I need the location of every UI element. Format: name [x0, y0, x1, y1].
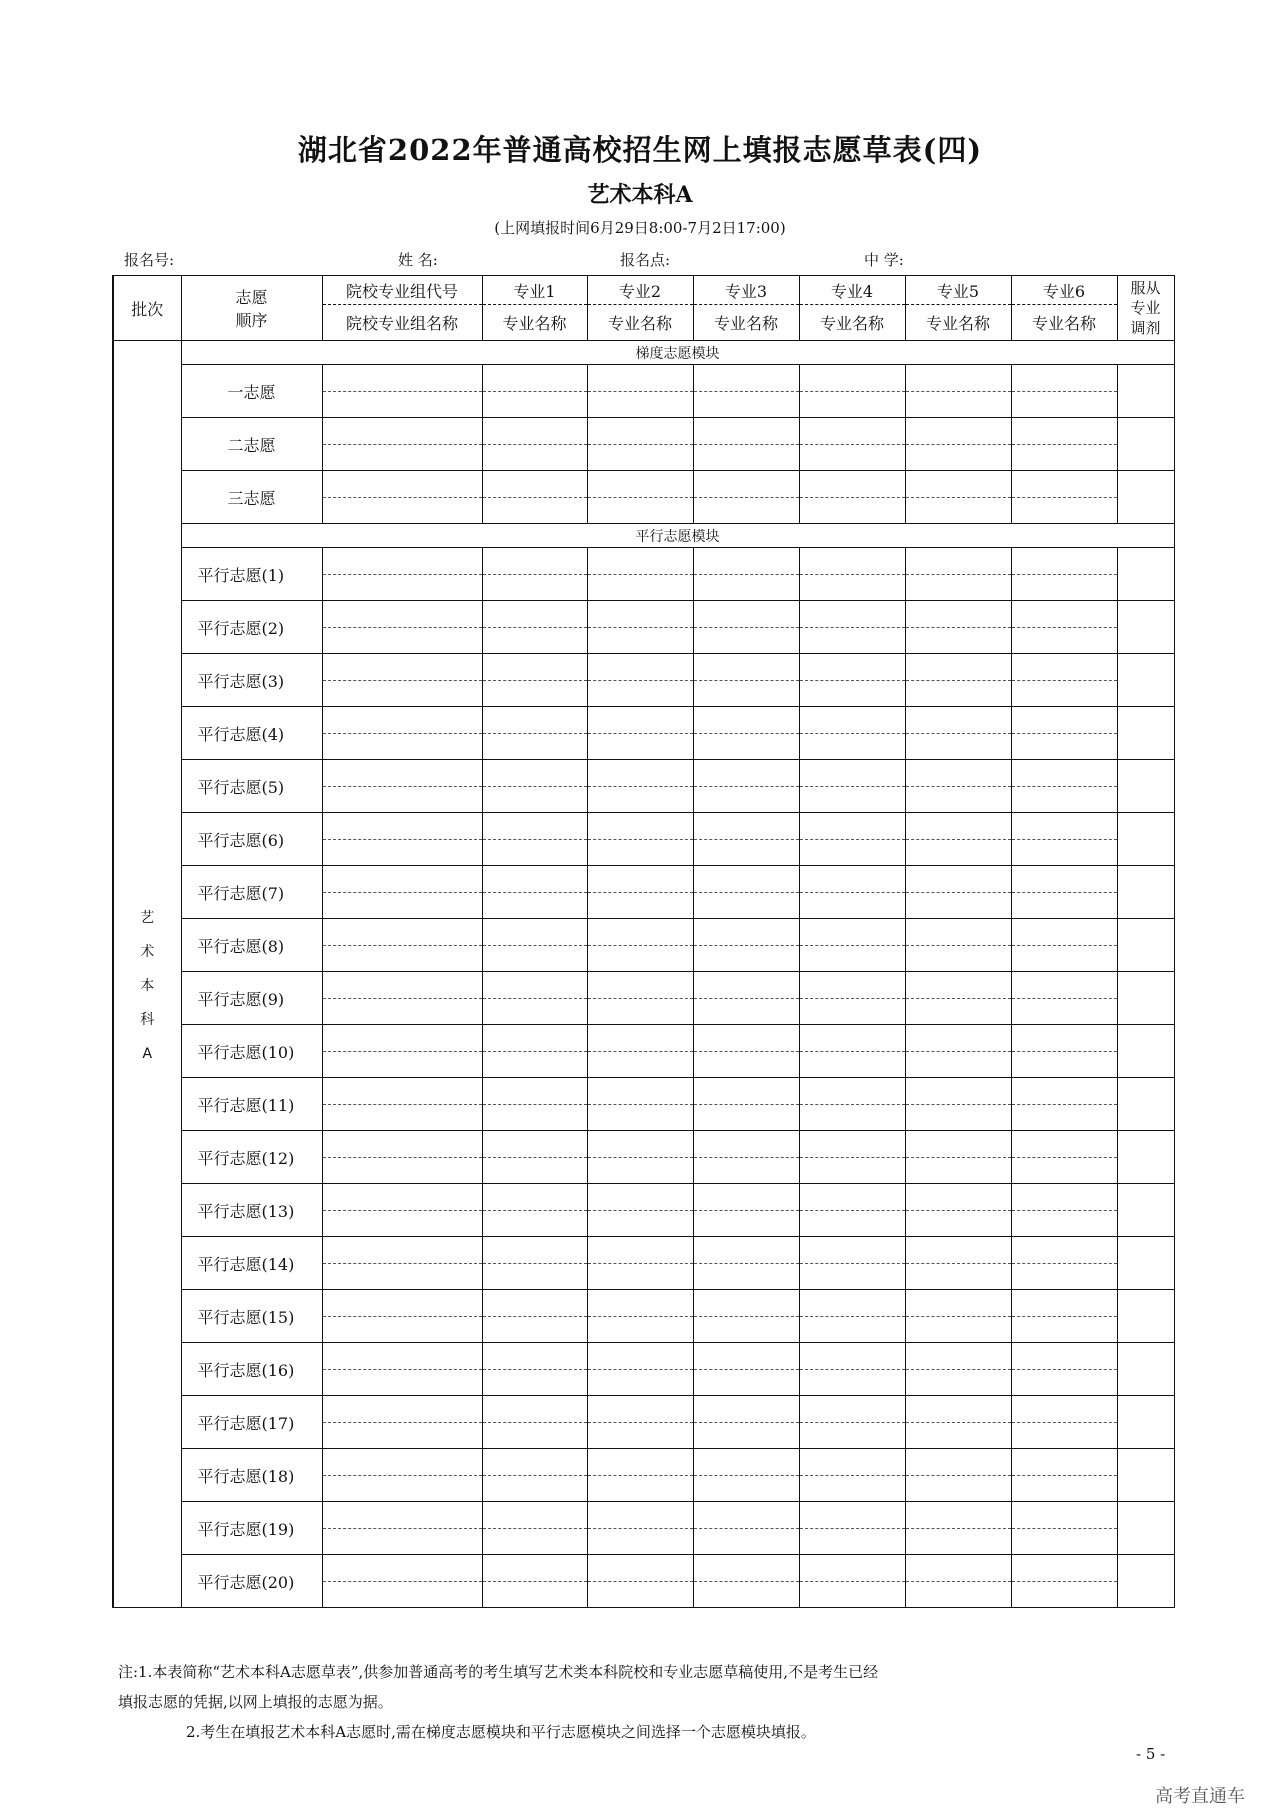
major-entry-cell[interactable] [905, 1131, 1011, 1184]
major-entry-cell[interactable] [693, 654, 799, 707]
major-entry-cell[interactable] [693, 418, 799, 471]
notes [118, 1657, 1178, 1747]
group-entry-cell[interactable] [322, 601, 482, 654]
major-entry-cell[interactable] [799, 601, 905, 654]
major-entry-cell[interactable] [905, 1343, 1011, 1396]
table-row [113, 866, 1174, 919]
parallel-row-label: 平行志愿(18) [181, 1449, 322, 1502]
group-entry-cell[interactable] [322, 1449, 482, 1502]
major-entry-cell[interactable] [799, 972, 905, 1025]
group-entry-cell[interactable] [322, 418, 482, 471]
major-entry-cell[interactable] [587, 471, 693, 524]
major-entry-cell[interactable] [587, 1396, 693, 1449]
group-entry-cell[interactable] [322, 1396, 482, 1449]
adjust-entry-cell[interactable] [1117, 866, 1174, 919]
major-entry-cell[interactable] [1011, 1025, 1117, 1078]
major-entry-cell[interactable] [693, 1131, 799, 1184]
group-entry-cell[interactable] [322, 707, 482, 760]
group-entry-cell[interactable] [322, 972, 482, 1025]
major-entry-cell[interactable] [482, 760, 587, 813]
major-entry-cell[interactable] [1011, 548, 1117, 601]
major-entry-cell[interactable] [693, 1343, 799, 1396]
major-6-header: 专业6 [1011, 276, 1117, 305]
major-entry-cell[interactable] [482, 1449, 587, 1502]
parallel-row-label: 平行志愿(5) [181, 760, 322, 813]
major-entry-cell[interactable] [799, 654, 905, 707]
batch-char: 术 [140, 944, 155, 960]
major-entry-cell[interactable] [693, 1237, 799, 1290]
major-entry-cell[interactable] [482, 1237, 587, 1290]
major-entry-cell[interactable] [905, 471, 1011, 524]
major-entry-cell[interactable] [1011, 813, 1117, 866]
group-entry-cell[interactable] [322, 1025, 482, 1078]
batch-char: A [142, 1046, 153, 1062]
major-entry-cell[interactable] [1011, 654, 1117, 707]
major-entry-cell[interactable] [482, 418, 587, 471]
major-entry-cell[interactable] [799, 1396, 905, 1449]
major-entry-cell[interactable] [905, 866, 1011, 919]
major-entry-cell[interactable] [482, 1184, 587, 1237]
batch-name-cell [113, 341, 181, 1608]
major-entry-cell[interactable] [905, 654, 1011, 707]
major-entry-cell[interactable] [905, 1502, 1011, 1555]
major-entry-cell[interactable] [1011, 1184, 1117, 1237]
table-row [113, 1184, 1174, 1237]
adjust-entry-cell[interactable] [1117, 471, 1174, 524]
major-entry-cell[interactable] [587, 365, 693, 418]
adjust-entry-cell[interactable] [1117, 1396, 1174, 1449]
group-entry-cell[interactable] [322, 813, 482, 866]
group-entry-cell[interactable] [322, 1502, 482, 1555]
note-1-line-2: 填报志愿的凭据,以网上填报的志愿为据。 [118, 1693, 393, 1711]
adjust-header [1117, 276, 1174, 341]
table-row [113, 1290, 1174, 1343]
major-entry-cell[interactable] [482, 1131, 587, 1184]
major-entry-cell[interactable] [693, 1502, 799, 1555]
table-row [113, 1555, 1174, 1608]
major-entry-cell[interactable] [799, 1184, 905, 1237]
adjust-entry-cell[interactable] [1117, 548, 1174, 601]
major-entry-cell[interactable] [905, 760, 1011, 813]
group-entry-cell[interactable] [322, 1237, 482, 1290]
major-entry-cell[interactable] [482, 707, 587, 760]
table-row [113, 365, 1174, 418]
major-entry-cell[interactable] [799, 365, 905, 418]
major-name-header: 专业名称 [482, 305, 587, 341]
group-entry-cell[interactable] [322, 1290, 482, 1343]
major-entry-cell[interactable] [1011, 760, 1117, 813]
order-header-line-2: 顺序 [235, 311, 268, 330]
major-entry-cell[interactable] [587, 418, 693, 471]
table-row [113, 471, 1174, 524]
table-row [113, 1131, 1174, 1184]
major-entry-cell[interactable] [905, 919, 1011, 972]
major-entry-cell[interactable] [799, 1237, 905, 1290]
parallel-row-label: 平行志愿(10) [181, 1025, 322, 1078]
major-entry-cell[interactable] [482, 548, 587, 601]
adjust-entry-cell[interactable] [1117, 707, 1174, 760]
table-row [113, 418, 1174, 471]
major-entry-cell[interactable] [482, 972, 587, 1025]
major-entry-cell[interactable] [1011, 972, 1117, 1025]
group-entry-cell[interactable] [322, 654, 482, 707]
order-header [181, 276, 322, 341]
major-entry-cell[interactable] [482, 1343, 587, 1396]
major-entry-cell[interactable] [1011, 1555, 1117, 1608]
major-entry-cell[interactable] [587, 866, 693, 919]
major-entry-cell[interactable] [482, 654, 587, 707]
school-label: 中 学: [864, 251, 904, 269]
parallel-row-label: 平行志愿(9) [181, 972, 322, 1025]
adjust-entry-cell[interactable] [1117, 1555, 1174, 1608]
major-entry-cell[interactable] [1011, 1396, 1117, 1449]
batch-char: 艺 [140, 910, 155, 926]
major-entry-cell[interactable] [799, 813, 905, 866]
gradient-module-header: 梯度志愿模块 [181, 341, 1174, 365]
major-entry-cell[interactable] [1011, 1343, 1117, 1396]
table-row [113, 1237, 1174, 1290]
major-entry-cell[interactable] [693, 1449, 799, 1502]
applicant-info-row [0, 249, 1280, 269]
adjust-entry-cell[interactable] [1117, 1184, 1174, 1237]
table-row [113, 654, 1174, 707]
group-entry-cell[interactable] [322, 1131, 482, 1184]
major-entry-cell[interactable] [905, 1237, 1011, 1290]
major-entry-cell[interactable] [1011, 1131, 1117, 1184]
batch-header: 批次 [113, 276, 181, 341]
major-entry-cell[interactable] [587, 601, 693, 654]
major-entry-cell[interactable] [799, 471, 905, 524]
name-label: 姓 名: [398, 251, 438, 269]
major-entry-cell[interactable] [905, 813, 1011, 866]
major-entry-cell[interactable] [905, 707, 1011, 760]
major-entry-cell[interactable] [587, 760, 693, 813]
adjust-entry-cell[interactable] [1117, 365, 1174, 418]
major-entry-cell[interactable] [1011, 1237, 1117, 1290]
major-entry-cell[interactable] [587, 548, 693, 601]
parallel-row-label: 平行志愿(17) [181, 1396, 322, 1449]
table-row [113, 1343, 1174, 1396]
adjust-entry-cell[interactable] [1117, 1449, 1174, 1502]
adjust-entry-cell[interactable] [1117, 813, 1174, 866]
major-entry-cell[interactable] [482, 866, 587, 919]
parallel-row-label: 平行志愿(7) [181, 866, 322, 919]
table-row [113, 1449, 1174, 1502]
parallel-module-header: 平行志愿模块 [181, 524, 1174, 548]
group-entry-cell[interactable] [322, 365, 482, 418]
parallel-row-label: 平行志愿(8) [181, 919, 322, 972]
major-entry-cell[interactable] [693, 866, 799, 919]
major-entry-cell[interactable] [905, 548, 1011, 601]
major-name-header: 专业名称 [799, 305, 905, 341]
major-entry-cell[interactable] [587, 1078, 693, 1131]
adjust-entry-cell[interactable] [1117, 418, 1174, 471]
page-number: - 5 - [1136, 1745, 1166, 1763]
major-entry-cell[interactable] [693, 471, 799, 524]
major-entry-cell[interactable] [1011, 1290, 1117, 1343]
adjust-entry-cell[interactable] [1117, 654, 1174, 707]
major-entry-cell[interactable] [482, 1555, 587, 1608]
major-entry-cell[interactable] [693, 972, 799, 1025]
major-entry-cell[interactable] [482, 1502, 587, 1555]
major-entry-cell[interactable] [1011, 418, 1117, 471]
parallel-row-label: 平行志愿(19) [181, 1502, 322, 1555]
group-name-header: 院校专业组名称 [322, 305, 482, 341]
parallel-row-label: 平行志愿(12) [181, 1131, 322, 1184]
major-entry-cell[interactable] [799, 1343, 905, 1396]
page-title: 湖北省2022年普通高校招生网上填报志愿草表(四) [297, 133, 983, 167]
major-entry-cell[interactable] [482, 1290, 587, 1343]
application-form-table [112, 275, 1175, 1608]
major-5-header: 专业5 [905, 276, 1011, 305]
table-row [113, 919, 1174, 972]
major-entry-cell[interactable] [482, 601, 587, 654]
major-entry-cell[interactable] [587, 1025, 693, 1078]
page-subtitle: 艺术本科A [587, 182, 693, 208]
major-entry-cell[interactable] [799, 1555, 905, 1608]
major-entry-cell[interactable] [587, 1449, 693, 1502]
table-row [113, 760, 1174, 813]
parallel-row-label: 平行志愿(1) [181, 548, 322, 601]
major-entry-cell[interactable] [1011, 1078, 1117, 1131]
site-label: 报名点: [620, 251, 671, 269]
parallel-row-label: 平行志愿(6) [181, 813, 322, 866]
major-entry-cell[interactable] [1011, 601, 1117, 654]
gradient-row-label: 三志愿 [181, 471, 322, 524]
table-row [113, 1025, 1174, 1078]
major-entry-cell[interactable] [799, 866, 905, 919]
major-name-header: 专业名称 [693, 305, 799, 341]
major-entry-cell[interactable] [905, 1184, 1011, 1237]
major-entry-cell[interactable] [587, 1290, 693, 1343]
parallel-row-label: 平行志愿(20) [181, 1555, 322, 1608]
major-entry-cell[interactable] [693, 548, 799, 601]
major-entry-cell[interactable] [799, 418, 905, 471]
major-entry-cell[interactable] [482, 471, 587, 524]
major-entry-cell[interactable] [1011, 1449, 1117, 1502]
major-entry-cell[interactable] [1011, 471, 1117, 524]
major-entry-cell[interactable] [587, 707, 693, 760]
adjust-entry-cell[interactable] [1117, 1078, 1174, 1131]
major-entry-cell[interactable] [482, 365, 587, 418]
major-entry-cell[interactable] [693, 1184, 799, 1237]
major-entry-cell[interactable] [1011, 707, 1117, 760]
major-entry-cell[interactable] [693, 813, 799, 866]
major-entry-cell[interactable] [587, 1343, 693, 1396]
parallel-row-label: 平行志愿(11) [181, 1078, 322, 1131]
table-row [113, 813, 1174, 866]
table-row [113, 1396, 1174, 1449]
major-entry-cell[interactable] [905, 1555, 1011, 1608]
major-entry-cell[interactable] [905, 1078, 1011, 1131]
major-entry-cell[interactable] [587, 1555, 693, 1608]
note-2: 2.考生在填报艺术本科A志愿时,需在梯度志愿模块和平行志愿模块之间选择一个志愿模块填报。 [186, 1723, 816, 1741]
adjust-entry-cell[interactable] [1117, 1025, 1174, 1078]
major-entry-cell[interactable] [693, 1078, 799, 1131]
major-entry-cell[interactable] [799, 548, 905, 601]
table-row [113, 707, 1174, 760]
adjust-entry-cell[interactable] [1117, 919, 1174, 972]
major-entry-cell[interactable] [693, 1555, 799, 1608]
major-entry-cell[interactable] [905, 418, 1011, 471]
major-2-header: 专业2 [587, 276, 693, 305]
major-entry-cell[interactable] [1011, 866, 1117, 919]
major-entry-cell[interactable] [482, 813, 587, 866]
adjust-entry-cell[interactable] [1117, 601, 1174, 654]
batch-char: 科 [140, 1012, 155, 1028]
gradient-row-label: 二志愿 [181, 418, 322, 471]
table-row [113, 1078, 1174, 1131]
major-entry-cell[interactable] [587, 919, 693, 972]
major-entry-cell[interactable] [693, 707, 799, 760]
major-entry-cell[interactable] [587, 813, 693, 866]
major-entry-cell[interactable] [693, 760, 799, 813]
registration-no-label: 报名号: [124, 251, 175, 269]
major-entry-cell[interactable] [587, 1131, 693, 1184]
parallel-row-label: 平行志愿(2) [181, 601, 322, 654]
group-entry-cell[interactable] [322, 1078, 482, 1131]
parallel-row-label: 平行志愿(4) [181, 707, 322, 760]
major-entry-cell[interactable] [905, 601, 1011, 654]
order-header-line-1: 志愿 [235, 288, 268, 307]
major-entry-cell[interactable] [799, 1025, 905, 1078]
filing-time-note: (上网填报时间6月29日8:00-7月2日17:00) [494, 219, 786, 237]
adjust-entry-cell[interactable] [1117, 1290, 1174, 1343]
major-entry-cell[interactable] [482, 919, 587, 972]
major-entry-cell[interactable] [693, 919, 799, 972]
note-1-line-1: 注:1.本表简称“艺术本科A志愿草表”,供参加普通高考的考生填写艺术类本科院校和专业志愿草稿使用,不是考生已经 [118, 1663, 879, 1681]
batch-char: 本 [140, 978, 155, 994]
major-entry-cell[interactable] [905, 972, 1011, 1025]
adjust-entry-cell[interactable] [1117, 1131, 1174, 1184]
major-1-header: 专业1 [482, 276, 587, 305]
major-entry-cell[interactable] [587, 972, 693, 1025]
major-entry-cell[interactable] [905, 1449, 1011, 1502]
group-entry-cell[interactable] [322, 760, 482, 813]
major-entry-cell[interactable] [799, 1290, 905, 1343]
parallel-row-label: 平行志愿(13) [181, 1184, 322, 1237]
major-3-header: 专业3 [693, 276, 799, 305]
major-entry-cell[interactable] [905, 1396, 1011, 1449]
major-entry-cell[interactable] [482, 1025, 587, 1078]
adjust-entry-cell[interactable] [1117, 760, 1174, 813]
adjust-entry-cell[interactable] [1117, 972, 1174, 1025]
parallel-row-label: 平行志愿(15) [181, 1290, 322, 1343]
table-row [113, 972, 1174, 1025]
adjust-entry-cell[interactable] [1117, 1502, 1174, 1555]
adjust-header-line-2: 专业 [1130, 299, 1161, 317]
major-entry-cell[interactable] [799, 760, 905, 813]
adjust-entry-cell[interactable] [1117, 1237, 1174, 1290]
group-entry-cell[interactable] [322, 1343, 482, 1396]
major-entry-cell[interactable] [799, 1131, 905, 1184]
major-name-header: 专业名称 [905, 305, 1011, 341]
major-entry-cell[interactable] [799, 919, 905, 972]
major-entry-cell[interactable] [587, 1237, 693, 1290]
adjust-entry-cell[interactable] [1117, 1343, 1174, 1396]
major-entry-cell[interactable] [587, 1502, 693, 1555]
major-entry-cell[interactable] [693, 1396, 799, 1449]
major-entry-cell[interactable] [1011, 1502, 1117, 1555]
major-entry-cell[interactable] [587, 1184, 693, 1237]
group-entry-cell[interactable] [322, 471, 482, 524]
gradient-row-label: 一志愿 [181, 365, 322, 418]
group-entry-cell[interactable] [322, 1555, 482, 1608]
major-entry-cell[interactable] [482, 1078, 587, 1131]
major-entry-cell[interactable] [799, 1502, 905, 1555]
adjust-header-line-3: 调剂 [1130, 319, 1161, 337]
major-entry-cell[interactable] [905, 1290, 1011, 1343]
major-entry-cell[interactable] [693, 1025, 799, 1078]
group-entry-cell[interactable] [322, 919, 482, 972]
major-entry-cell[interactable] [482, 1396, 587, 1449]
table-row [113, 548, 1174, 601]
major-entry-cell[interactable] [693, 1290, 799, 1343]
major-name-header: 专业名称 [1011, 305, 1117, 341]
major-entry-cell[interactable] [693, 601, 799, 654]
major-entry-cell[interactable] [1011, 365, 1117, 418]
group-entry-cell[interactable] [322, 866, 482, 919]
parallel-row-label: 平行志愿(16) [181, 1343, 322, 1396]
major-entry-cell[interactable] [799, 1449, 905, 1502]
major-4-header: 专业4 [799, 276, 905, 305]
parallel-row-label: 平行志愿(14) [181, 1237, 322, 1290]
major-entry-cell[interactable] [799, 707, 905, 760]
group-code-header: 院校专业组代号 [322, 276, 482, 305]
major-entry-cell[interactable] [693, 365, 799, 418]
table-row [113, 601, 1174, 654]
watermark: 高考直通车 [1155, 1786, 1245, 1807]
major-entry-cell[interactable] [905, 365, 1011, 418]
major-entry-cell[interactable] [799, 1078, 905, 1131]
major-entry-cell[interactable] [587, 654, 693, 707]
adjust-header-line-1: 服从 [1130, 279, 1161, 297]
table-row [113, 1502, 1174, 1555]
parallel-row-label: 平行志愿(3) [181, 654, 322, 707]
major-name-header: 专业名称 [587, 305, 693, 341]
major-entry-cell[interactable] [905, 1025, 1011, 1078]
major-entry-cell[interactable] [1011, 919, 1117, 972]
group-entry-cell[interactable] [322, 548, 482, 601]
group-entry-cell[interactable] [322, 1184, 482, 1237]
